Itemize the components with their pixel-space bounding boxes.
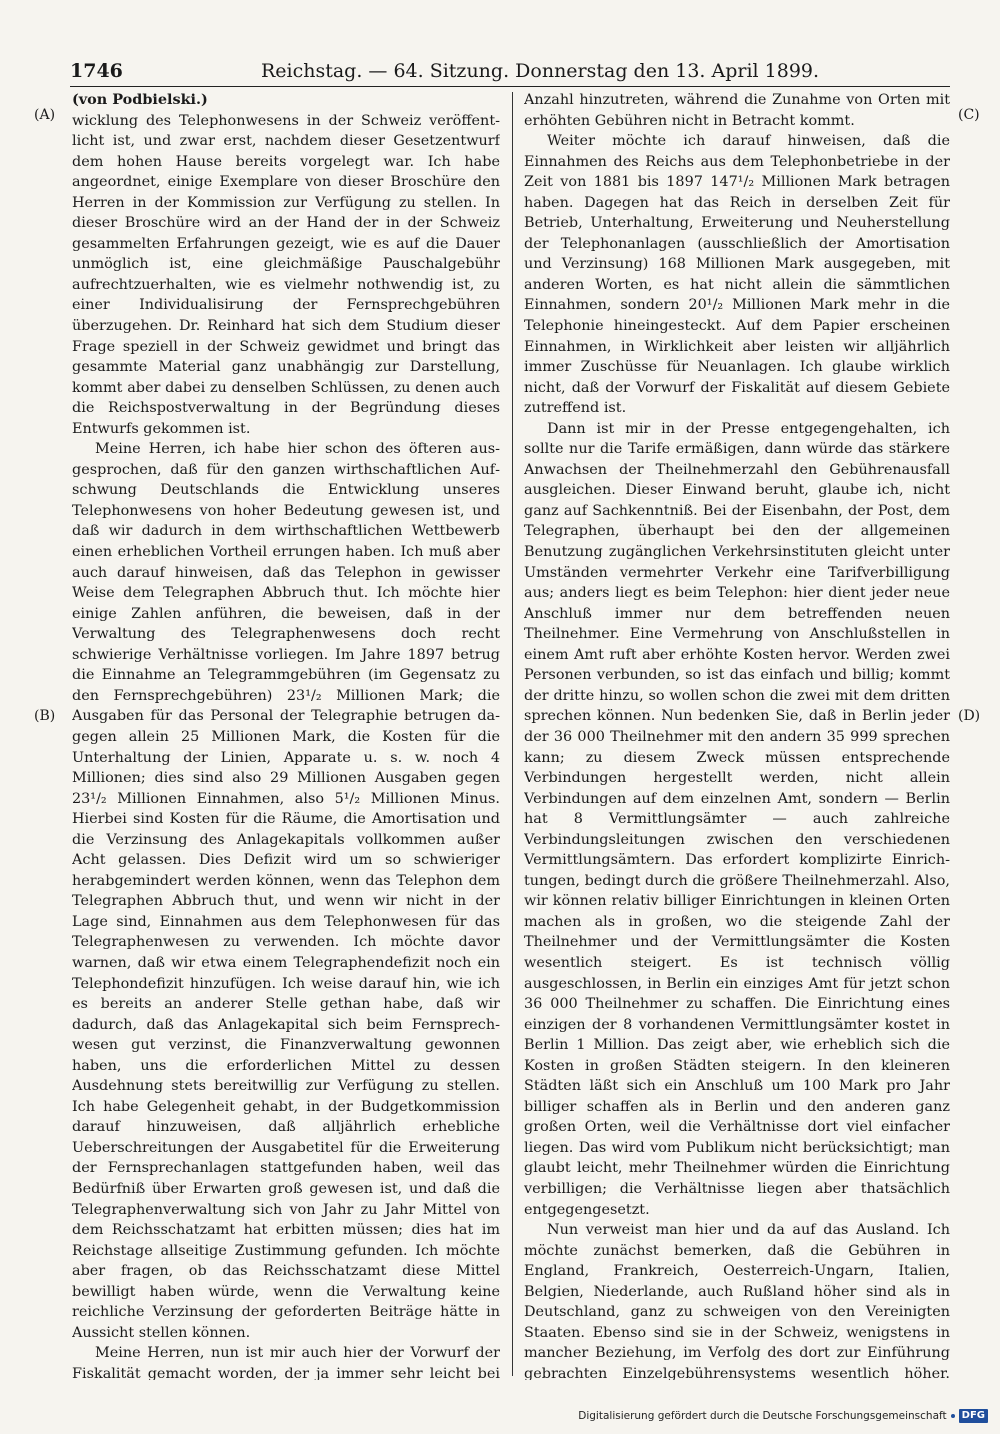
bullet-icon — [951, 1414, 955, 1418]
margin-mark-a: (A) — [34, 107, 56, 123]
paragraph: Meine Herren, ich habe hier schon des öfteren ausgesprochen, daß für den ganzen wirthschaftlichen Aufschwung Deutschlands die Entwicklung unseres Telephonwesens von hoher Bedeutung gewesen ist, und daß wir dadurch in dem wirthschaftlichen Wettbewerb einen erheblichen Vortheil errungen haben. Ich muß aber auch darauf hinweisen, daß das Telephon in gewisser Weise dem Telegraphen Abbruch thut. Ich möchte hier einige Zahlen anführen, die beweisen, daß in der Verwaltung des Telegraphenwesens doch recht schwierige Verhältnisse vorliegen. Im Jahre 1897 betrug die Einnahme an Telegrammgebühren (im Gegensatz zu den Fernsprechgebühren) 23¹/₂ Millionen Mark; die Ausgaben für das Personal der Telegraphie betrugen dagegen allein 25 Millionen Mark, die Kosten für die Unterhaltung der Linien, Apparate u. s. w. noch 4 Millionen; dies sind also 29 Millionen Ausgaben gegen 23¹/₂ Millionen Einnahmen, also 5¹/₂ Millionen Minus. Hierbei sind Kosten für die Räume, die Amortisation und die Verzinsung des Anlagekapitals vollkommen außer Acht gelassen. Dies Defizit wird um so schwieriger herabgemindert werden können, wenn das Telephon dem Telegraphen Abbruch thut, und wenn wir nicht in der Lage sind, Einnahmen aus dem Telephonwesen für das Telegraphenwesen zu verwenden. Ich möchte davor warnen, daß wir etwa einem Telegraphendefizit noch ein Telephondefizit hinzufügen. Ich weise darauf hin, wie ich es bereits an anderer Stelle gethan habe, daß wir dadurch, daß das Anlagekapital sich beim Fernsprechwesen gut verzinst, die Finanzverwaltung gewonnen haben, uns die erforderlichen Mittel zu dessen Ausdehnung stets bereitwillig zur Verfügung zu stellen. Ich habe Gelegenheit gehabt, in der Budgetkommission darauf hinzuweisen, daß alljährlich erhebliche Ueberschreitungen der Ausgabetitel für die Erweiterung der Fernsprechanlagen stattgefunden haben, weil das Bedürfniß über Erwarten groß gewesen ist, und daß die Telegraphenverwaltung sich von Jahr zu Jahr Mittel von dem Reichsschatzamt hat erbitten müssen; dies hat im Reichstage allseitige Zustimmung gefunden. Ich möchte aber fragen, ob das Reichsschatzamt diese Mittel bewilligt haben würde, wenn die Verwaltung keine reichliche Verzinsung der geforderten Beiträge hätte in Aussicht stellen können. — [72, 441, 500, 1341]
running-title: Reichstag. — 64. Sitzung. Donnerstag den 13. April 1899. — [260, 60, 820, 82]
page-header — [70, 58, 950, 84]
dfg-logo-icon: DFG — [959, 1409, 988, 1423]
digitization-credit — [578, 1407, 988, 1425]
paragraph: Anzahl hinzutreten, während die Zunahme von Orten mit erhöhten Gebühren nicht in Betracht kommt. — [524, 92, 950, 129]
margin-mark-d: (D) — [958, 708, 981, 724]
header-rule — [70, 86, 950, 87]
right-column — [524, 90, 950, 1380]
paragraph: Weiter möchte ich darauf hinweisen, daß die Einnahmen des Reichs aus dem Telephonbetriebe in der Zeit von 1881 bis 1897 147¹/₂ Millionen Mark betragen haben. Dagegen hat das Reich in derselben Zeit für Betrieb, Unterhaltung, Erweiterung und Neuherstellung der Telephonanlagen (ausschließlich der Amortisation und Verzinsung) 168 Millionen Mark ausgegeben, mit anderen Worten, es hat nicht allein die sämmtlichen Einnahmen, sondern 20¹/₂ Millionen Mark mehr in die Telephonie hineingesteckt. Auf dem Papier erscheinen Einnahmen, in Wirklichkeit aber leisten wir alljährlich immer Zuschüsse für Neuanlagen. Ich glaube wirklich nicht, daß der Vorwurf der Fiskalität auf diesem Gebiete zutreffend ist. — [524, 133, 950, 417]
credit-text: Digitalisierung gefördert durch die Deutsche Forschungsgemeinschaft — [578, 1410, 947, 1422]
margin-mark-c: (C) — [958, 107, 980, 123]
paragraph: Dann ist mir in der Presse entgegengehalten, ich sollte nur die Tarife ermäßigen, dann würde das stärkere Anwachsen der Theilnehmerzahl den Gebührenausfall ausgleichen. Dieser Einwand beruht, glaube ich, nicht ganz auf Sachkenntniß. Bei der Eisenbahn, der Post, dem Telegraphen, überhaupt bei den der allgemeinen Benutzung zugänglichen Verkehrsinstituten gleicht unter Umständen vermehrter Verkehr eine Tarifverbilligung aus; anders liegt es beim Telephon: hier dient jeder neue Anschluß immer nur dem betreffenden neuen Theilnehmer. Eine Vermehrung von Anschlußstellen in einem Amt ruft aber erhöhte Kosten hervor. Werden zwei Personen verbunden, so ist das einfach und billig; kommt der dritte hinzu, so wollen schon die zwei mit dem dritten sprechen können. Nun bedenken Sie, daß in Berlin jeder der 36 000 Theilnehmer mit den andern 35 999 sprechen kann; zu diesem Zweck müssen entsprechende Verbindungen hergestellt werden, nicht allein Verbindungen auf dem einzelnen Amt, sondern — Berlin hat 8 Vermittlungsämter — auch zahlreiche Verbindungsleitungen zwischen den verschiedenen Vermittlungsämtern. Das erfordert komplizirte Einrichtungen, bedingt durch die größere Theilnehmerzahl. Also, wir können relativ billiger Einrichtungen in kleinen Orten machen als in großen, wo die steigende Zahl der Theilnehmer und der Vermittlungsämter die Kosten wesentlich steigert. Es ist technisch völlig ausgeschlossen, in Berlin ein einziges Amt für jetzt schon 36 000 Theilnehmer zu schaffen. Die Einrichtung eines einzigen der 8 vorhandenen Vermittlungsämter kostet in Berlin 1 Million. Das zeigt aber, wie erheblich sich die Kosten in großen Städten steigern. In den kleineren Städten läßt sich ein Anschluß um 100 Mark pro Jahr billiger schaffen als in Berlin und den anderen ganz großen Orten, weil die Verhältnisse dort viel einfacher liegen. Das wird vom Publikum nicht berücksichtigt; man glaubt leicht, mehr Theilnehmer würden die Einrichtung verbilligen; die Verhältnisse liegen aber thatsächlich entgegengesetzt. — [524, 420, 950, 1218]
paragraph: wicklung des Telephonwesens in der Schweiz veröffentlicht ist, und zwar erst, nachdem dieser Gesetzentwurf dem hohen Hause bereits vorgelegt war. Ich habe angeordnet, einige Exemplare von dieser Broschüre den Herren in der Kommission zur Verfügung zu stellen. In dieser Broschüre wird an der Hand der in der Schweiz gesammelten Erfahrungen gezeigt, wie es auf die Dauer unmöglich ist, eine gleichmäßige Pauschalgebühr aufrechtzuerhalten, wie es vielmehr nothwendig ist, zu einer Individualisirung der Fernsprechgebühren überzugehen. Dr. Reinhard hat sich dem Studium dieser Frage speziell in der Schweiz gewidmet und bringt das gesammte Material ganz unabhängig zur Darstellung, kommt aber dabei zu denselben Schlüssen, zu denen auch die Reichspostverwaltung in der Begründung dieses Entwurfs gekommen ist. — [72, 112, 500, 437]
paragraph: Nun verweist man hier und da auf das Ausland. Ich möchte zunächst bemerken, daß die Gebühren in England, Frankreich, Oesterreich-Ungarn, Italien, Belgien, Niederlande, auch Rußland höher sind als in Deutschland, ganz zu schweigen von den Vereinigten Staaten. Ebenso sind sie in der Schweiz, wenigstens in mancher Beziehung, im Verfolg des dort zur Einführung gebrachten Einzelgebührensystems wesentlich höher. — [524, 1222, 950, 1380]
left-column — [72, 90, 500, 1380]
speaker-name: (von Podbielski.) — [72, 91, 208, 108]
column-rule — [512, 92, 513, 1376]
paragraph: Meine Herren, nun ist mir auch hier der Vorwurf der Fiskalität gemacht worden, der ja immer sehr leicht bei — [72, 1345, 500, 1380]
margin-mark-b: (B) — [34, 708, 56, 724]
page-number: 1746 — [70, 60, 123, 82]
